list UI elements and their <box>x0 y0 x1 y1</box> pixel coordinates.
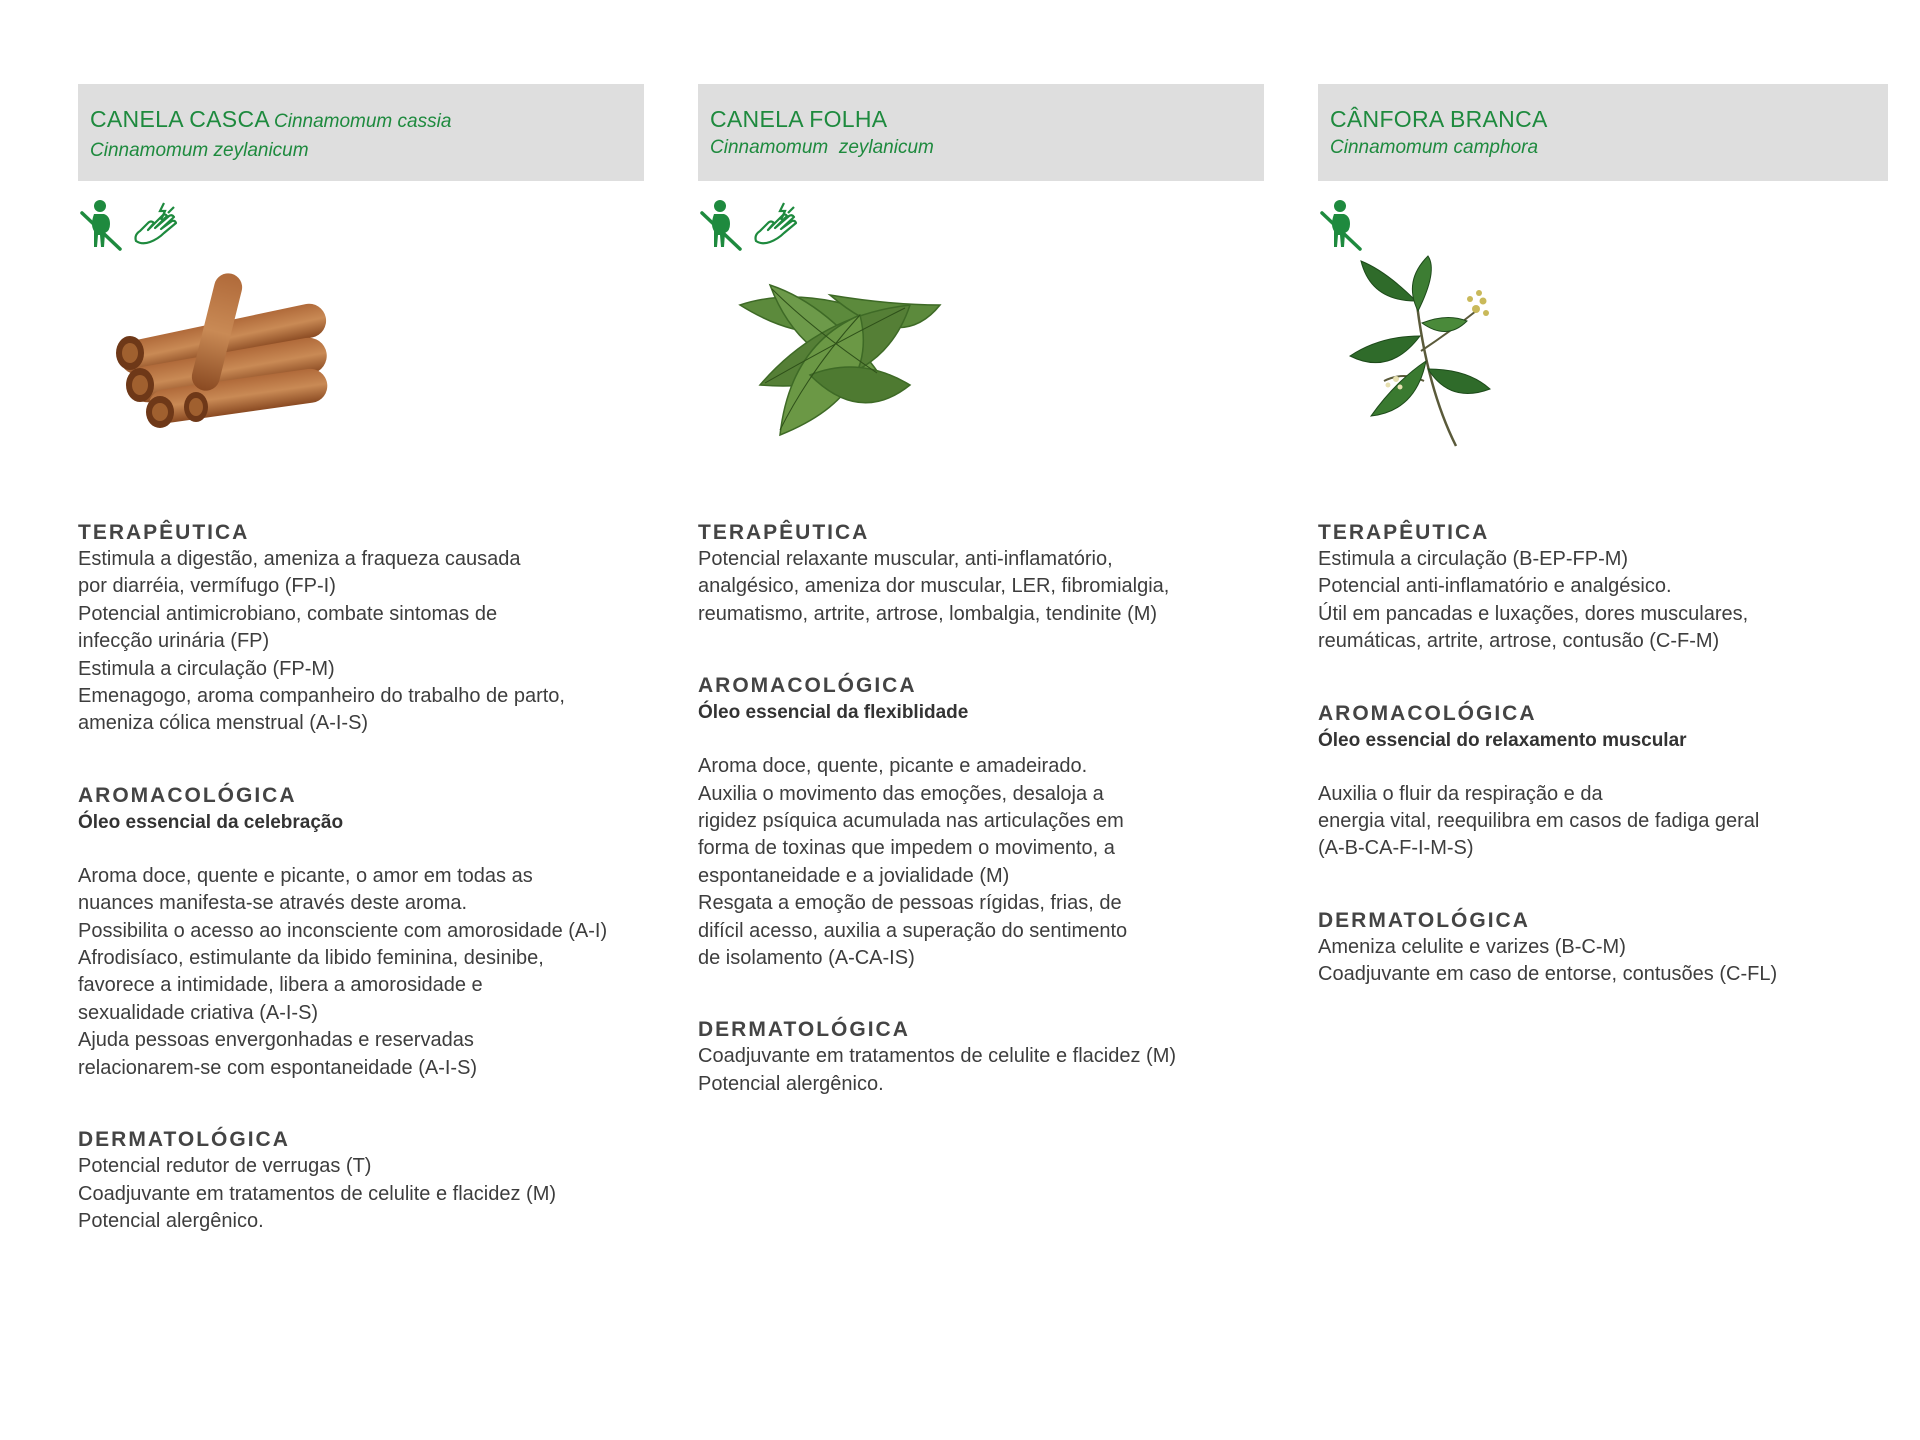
text-line: Aroma doce, quente e picante, o amor em todas as <box>78 864 533 887</box>
text-line: Estimula a circulação (B-EP-FP-M) <box>1318 548 1629 570</box>
section-subtitle: Óleo essencial da flexiblidade <box>698 702 969 724</box>
section-dermatologica <box>1318 907 1888 989</box>
text-line: Útil em pancadas e luxações, dores musculares, <box>1318 602 1749 625</box>
oil-card-canela-casca <box>78 84 644 1235</box>
text-line: Aroma doce, quente, picante e amadeirado. <box>698 755 1088 778</box>
oil-latin-inline: Cinnamomum cassia <box>274 111 452 132</box>
text-line: por diarréia, vermífugo (FP-I) <box>78 575 336 598</box>
text-line: rigidez psíquica acumulada nas articulações em <box>698 810 1124 833</box>
oil-latin-name: Cinnamomum camphora <box>1330 137 1539 158</box>
text-line: difícil acesso, auxilia a superação do sentimento <box>698 919 1128 942</box>
warning-icons <box>698 197 1264 259</box>
card-header <box>698 84 1264 181</box>
card-header <box>78 84 644 181</box>
section-subtitle: Óleo essencial da celebração <box>78 811 344 833</box>
section-title: DERMATOLÓGICA <box>1318 908 1530 932</box>
no-pregnancy-icon <box>698 197 744 253</box>
no-skin-contact-icon <box>750 197 800 247</box>
no-pregnancy-icon <box>78 197 124 253</box>
text-line: Ameniza celulite e varizes (B-C-M) <box>1318 935 1626 958</box>
section-terapeutica <box>698 519 1264 628</box>
oil-card-canela-folha <box>698 84 1264 1098</box>
text-line: Potencial relaxante muscular, anti-inflamatório, <box>698 548 1113 570</box>
oil-name: CANELA FOLHA <box>710 106 888 132</box>
text-line: infecção urinária (FP) <box>78 630 270 653</box>
text-line: Resgata a emoção de pessoas rígidas, frias, de <box>698 892 1122 915</box>
section-title: DERMATOLÓGICA <box>698 1018 910 1042</box>
section-dermatologica <box>698 1016 1264 1098</box>
text-line: Estimula a circulação (FP-M) <box>78 657 335 680</box>
text-line: Potencial alergênico. <box>698 1072 884 1095</box>
section-terapeutica <box>78 519 644 738</box>
text-line: Afrodisíaco, estimulante da libido feminina, desinibe, <box>78 947 544 970</box>
text-line: Potencial alergênico. <box>78 1209 264 1232</box>
section-lines <box>78 1153 644 1235</box>
text-line: Ajuda pessoas envergonhadas e reservadas <box>78 1029 474 1052</box>
text-line: Emenagogo, aroma companheiro do trabalho de parto, <box>78 685 565 708</box>
oil-latin-name: Cinnamomum zeylanicum <box>90 140 309 161</box>
section-lines <box>698 546 1264 628</box>
text-line: Potencial antimicrobiano, combate sintomas de <box>78 602 498 625</box>
text-line: sexualidade criativa (A-I-S) <box>78 1001 319 1024</box>
section-aromacologica <box>698 672 1264 972</box>
section-title: TERAPÊUTICA <box>78 521 250 544</box>
text-line: Coadjuvante em caso de entorse, contusões (C-FL) <box>1318 963 1778 986</box>
text-line: analgésico, ameniza dor muscular, LER, fibromialgia, <box>698 575 1170 598</box>
section-lines <box>1318 546 1888 656</box>
section-lines <box>78 863 644 1082</box>
text-line: relacionarem-se com espontaneidade (A-I-S) <box>78 1056 478 1079</box>
text-line: Potencial anti-inflamatório e analgésico. <box>1318 575 1672 598</box>
text-line: de isolamento (A-CA-IS) <box>698 947 915 970</box>
text-line: Possibilita o acesso ao inconsciente com amorosidade (A-I) <box>78 919 608 942</box>
text-line: ameniza cólica menstrual (A-I-S) <box>78 712 369 735</box>
section-lines <box>1318 934 1888 989</box>
text-line: Auxilia o fluir da respiração e da <box>1318 782 1603 805</box>
section-lines <box>1318 781 1888 863</box>
text-line: Auxilia o movimento das emoções, desaloja a <box>698 782 1104 805</box>
section-subtitle: Óleo essencial do relaxamento muscular <box>1318 729 1687 751</box>
text-line: nuances manifesta-se através deste aroma. <box>78 892 468 915</box>
cinnamon-leaves-image <box>698 259 1264 481</box>
warning-icons <box>1318 197 1888 259</box>
section-lines <box>698 753 1264 972</box>
oil-latin-name: Cinnamomum zeylanicum <box>710 137 934 158</box>
section-title: DERMATOLÓGICA <box>78 1128 290 1152</box>
text-line: Estimula a digestão, ameniza a fraqueza causada <box>78 548 521 570</box>
text-line: reumatismo, artrite, artrose, lombalgia, tendinite (M) <box>698 602 1158 625</box>
text-line: reumáticas, artrite, artrose, contusão (C-F-M) <box>1318 630 1720 653</box>
section-aromacologica <box>78 782 644 1082</box>
text-line: favorece a intimidade, libera a amorosidade e <box>78 974 483 997</box>
section-title: TERAPÊUTICA <box>698 521 870 544</box>
section-title: AROMACOLÓGICA <box>78 783 297 807</box>
oil-name: CÂNFORA BRANCA <box>1330 106 1548 132</box>
no-pregnancy-icon <box>1318 197 1364 253</box>
text-line: (A-B-CA-F-I-M-S) <box>1318 837 1474 860</box>
section-title: AROMACOLÓGICA <box>698 674 917 698</box>
cinnamon-sticks-image <box>78 259 644 481</box>
text-line: forma de toxinas que impedem o movimento, a <box>698 837 1115 860</box>
text-line: Coadjuvante em tratamentos de celulite e flacidez (M) <box>78 1182 557 1205</box>
no-skin-contact-icon <box>130 197 180 247</box>
text-line: Coadjuvante em tratamentos de celulite e flacidez (M) <box>698 1045 1177 1068</box>
text-line: espontaneidade e a jovialidade (M) <box>698 864 1010 887</box>
text-line: Potencial redutor de verrugas (T) <box>78 1155 372 1178</box>
section-terapeutica <box>1318 519 1888 656</box>
section-lines <box>78 546 644 738</box>
text-line: energia vital, reequilibra em casos de fadiga geral <box>1318 810 1760 833</box>
warning-icons <box>78 197 644 259</box>
section-title: AROMACOLÓGICA <box>1318 701 1537 725</box>
section-dermatologica <box>78 1126 644 1235</box>
section-aromacologica <box>1318 700 1888 863</box>
card-header <box>1318 84 1888 181</box>
section-title: TERAPÊUTICA <box>1318 521 1490 544</box>
oil-card-canfora-branca <box>1318 84 1888 989</box>
section-lines <box>698 1043 1264 1098</box>
oil-name: CANELA CASCA <box>90 106 270 132</box>
camphor-branch-image <box>1318 259 1888 481</box>
